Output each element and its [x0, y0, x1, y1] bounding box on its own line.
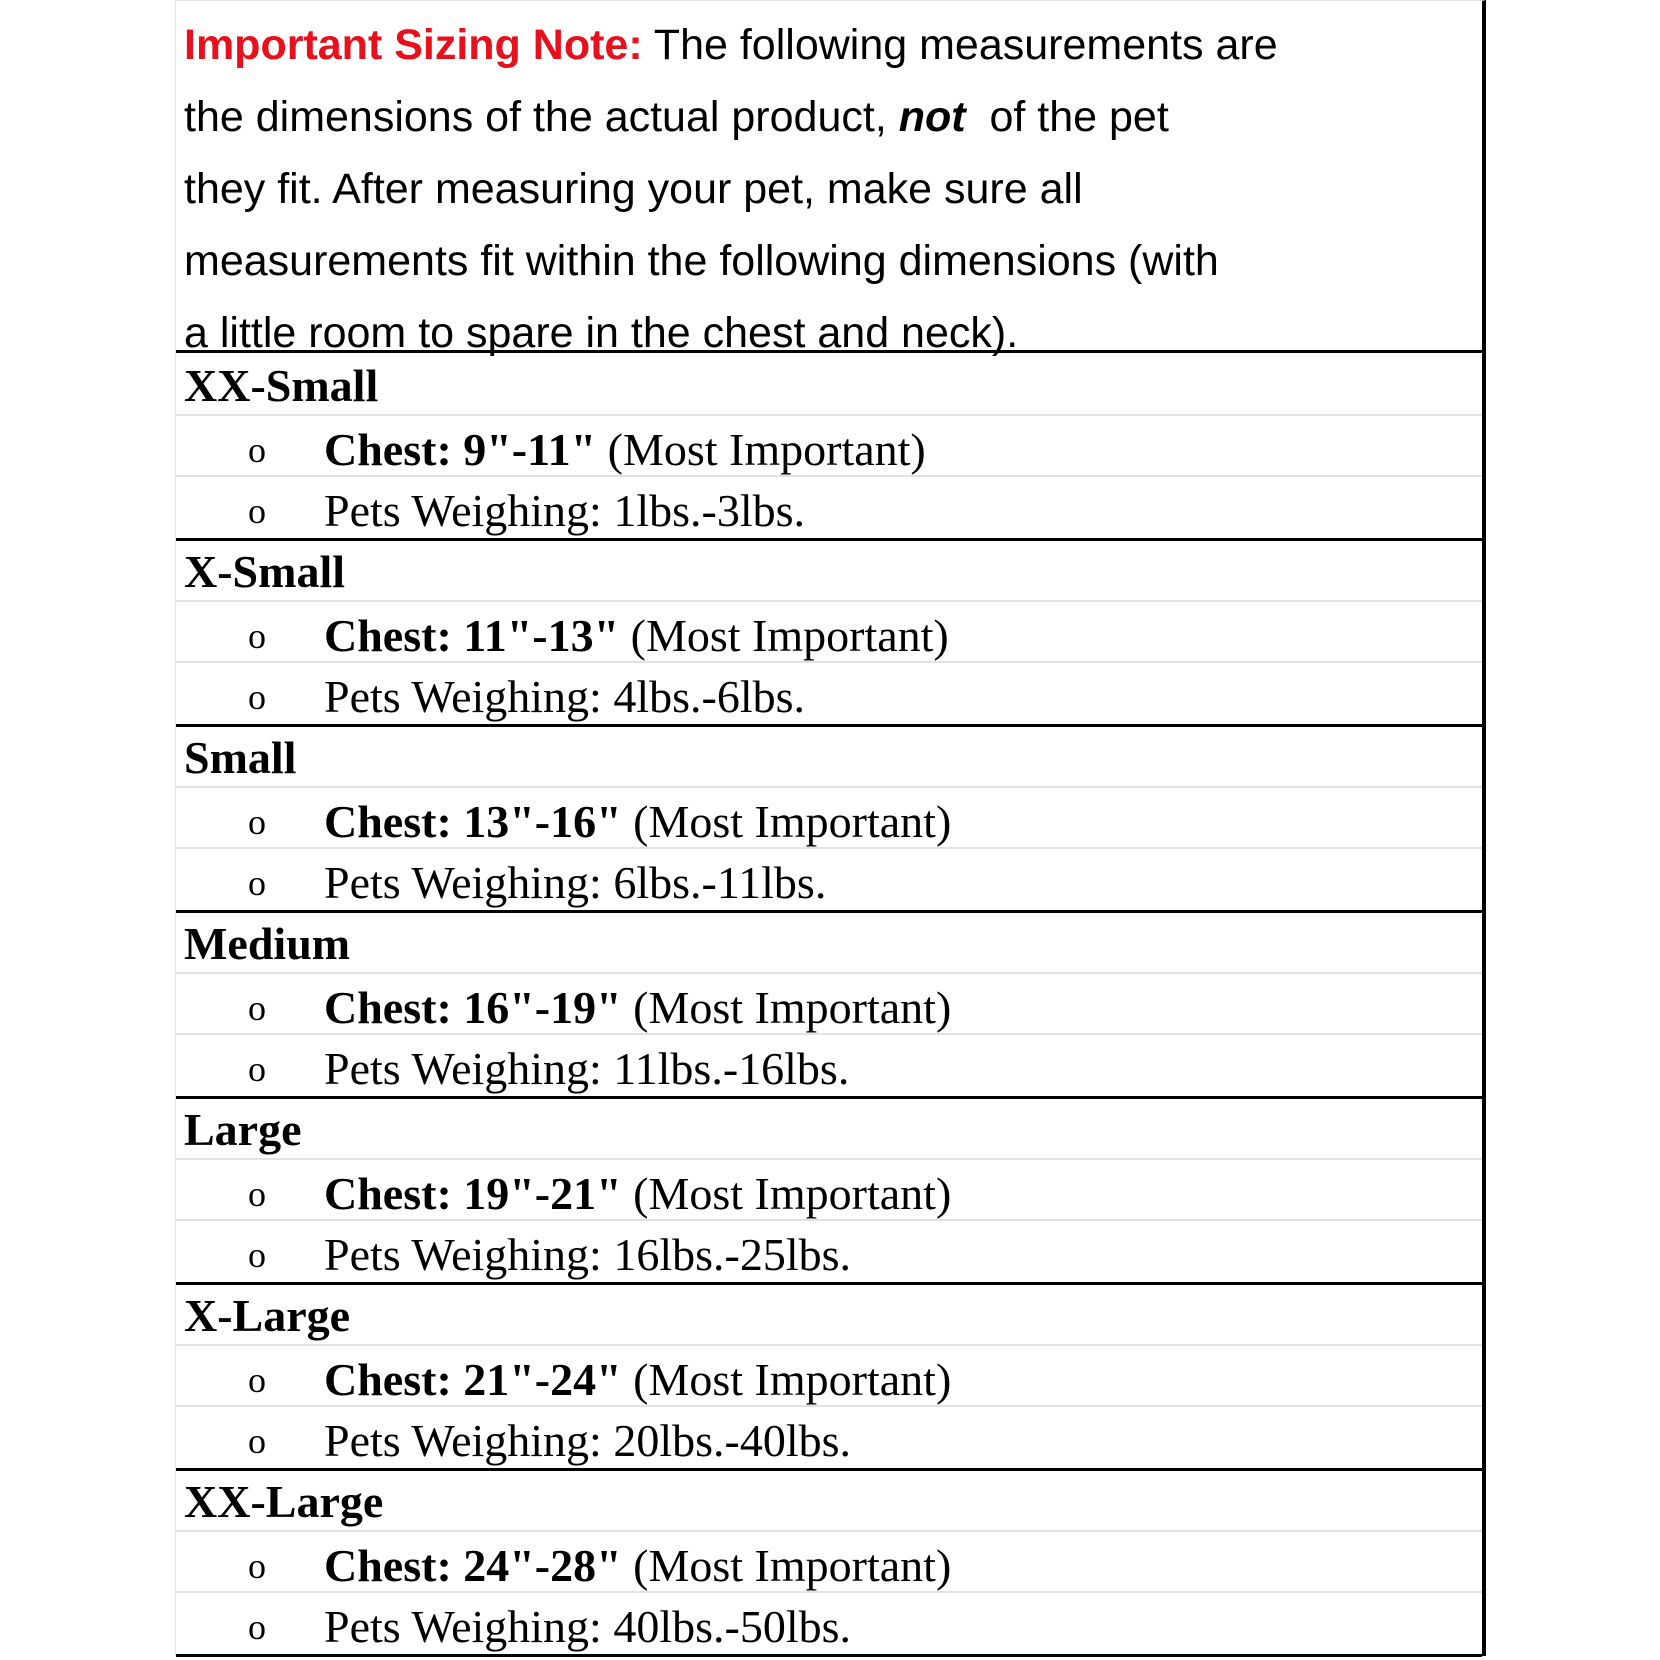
size-group: [176, 1285, 1482, 1471]
chest-note: (Most Important): [621, 796, 952, 847]
weight-range: Pets Weighing: 6lbs.-11lbs.: [324, 857, 827, 908]
size-name: XX-Small: [176, 355, 1482, 416]
weight-range: Pets Weighing: 11lbs.-16lbs.: [324, 1043, 850, 1094]
size-group: [176, 913, 1482, 1099]
size-name: Medium: [176, 913, 1482, 974]
size-group: [176, 1099, 1482, 1285]
bullet-circle-icon: o: [248, 1235, 266, 1275]
chest-range: Chest: 21"-24": [324, 1354, 622, 1405]
chest-range: Chest: 19"-21": [324, 1168, 622, 1219]
chest-note: (Most Important): [621, 1540, 952, 1591]
note-text: of the pet: [965, 93, 1169, 141]
size-name: XX-Large: [176, 1471, 1482, 1532]
chest-range: Chest: 9"-11": [324, 424, 597, 475]
chest-row: [176, 788, 1482, 849]
weight-row: [176, 477, 1482, 538]
chest-note: (Most Important): [596, 424, 926, 475]
weight-row: [176, 849, 1482, 910]
weight-range: Pets Weighing: 4lbs.-6lbs.: [324, 671, 806, 722]
chest-row: [176, 1160, 1482, 1221]
bullet-circle-icon: o: [248, 616, 266, 656]
chest-row: [176, 1532, 1482, 1593]
weight-range: Pets Weighing: 1lbs.-3lbs.: [324, 485, 806, 536]
bullet-circle-icon: o: [248, 1360, 266, 1400]
chest-row: [176, 1346, 1482, 1407]
weight-range: Pets Weighing: 16lbs.-25lbs.: [324, 1229, 852, 1280]
bullet-circle-icon: o: [248, 1421, 266, 1461]
chest-note: (Most Important): [619, 610, 949, 661]
note-emphasis: not: [898, 93, 966, 141]
bullet-circle-icon: o: [248, 1174, 266, 1214]
chest-row: [176, 416, 1482, 477]
size-name: X-Small: [176, 541, 1482, 602]
note-text: The following measurements are: [642, 21, 1278, 69]
size-group: [176, 727, 1482, 913]
chest-note: (Most Important): [621, 982, 952, 1033]
chest-range: Chest: 16"-19": [324, 982, 622, 1033]
weight-row: [176, 1035, 1482, 1096]
bullet-circle-icon: o: [248, 677, 266, 717]
weight-row: [176, 1593, 1482, 1654]
size-group: [176, 541, 1482, 727]
weight-row: [176, 1221, 1482, 1282]
bullet-circle-icon: o: [248, 1607, 266, 1647]
note-label: Important Sizing Note:: [184, 21, 643, 69]
chest-note: (Most Important): [621, 1168, 952, 1219]
sizing-chart: [175, 0, 1486, 1656]
size-name: Large: [176, 1099, 1482, 1160]
chest-range: Chest: 11"-13": [324, 610, 620, 661]
note-text: measurements fit within the following dimensions (with: [184, 237, 1219, 285]
sizing-note: [176, 1, 1482, 357]
bullet-circle-icon: o: [248, 491, 266, 531]
size-name: X-Large: [176, 1285, 1482, 1346]
chest-row: [176, 974, 1482, 1035]
bullet-circle-icon: o: [248, 988, 266, 1028]
size-group: [176, 355, 1482, 541]
size-group: [176, 1471, 1482, 1657]
chest-note: (Most Important): [621, 1354, 952, 1405]
weight-range: Pets Weighing: 40lbs.-50lbs.: [324, 1601, 852, 1652]
bullet-circle-icon: o: [248, 1049, 266, 1089]
bullet-circle-icon: o: [248, 430, 266, 470]
weight-range: Pets Weighing: 20lbs.-40lbs.: [324, 1415, 852, 1466]
bullet-circle-icon: o: [248, 1546, 266, 1586]
bullet-circle-icon: o: [248, 863, 266, 903]
bullet-circle-icon: o: [248, 802, 266, 842]
note-text: they fit. After measuring your pet, make sure all: [184, 165, 1083, 213]
weight-row: [176, 663, 1482, 724]
chest-range: Chest: 13"-16": [324, 796, 622, 847]
chest-range: Chest: 24"-28": [324, 1540, 622, 1591]
chest-row: [176, 602, 1482, 663]
note-text: the dimensions of the actual product,: [184, 93, 899, 141]
size-name: Small: [176, 727, 1482, 788]
note-text: a little room to spare in the chest and neck).: [184, 309, 1019, 357]
weight-row: [176, 1407, 1482, 1468]
